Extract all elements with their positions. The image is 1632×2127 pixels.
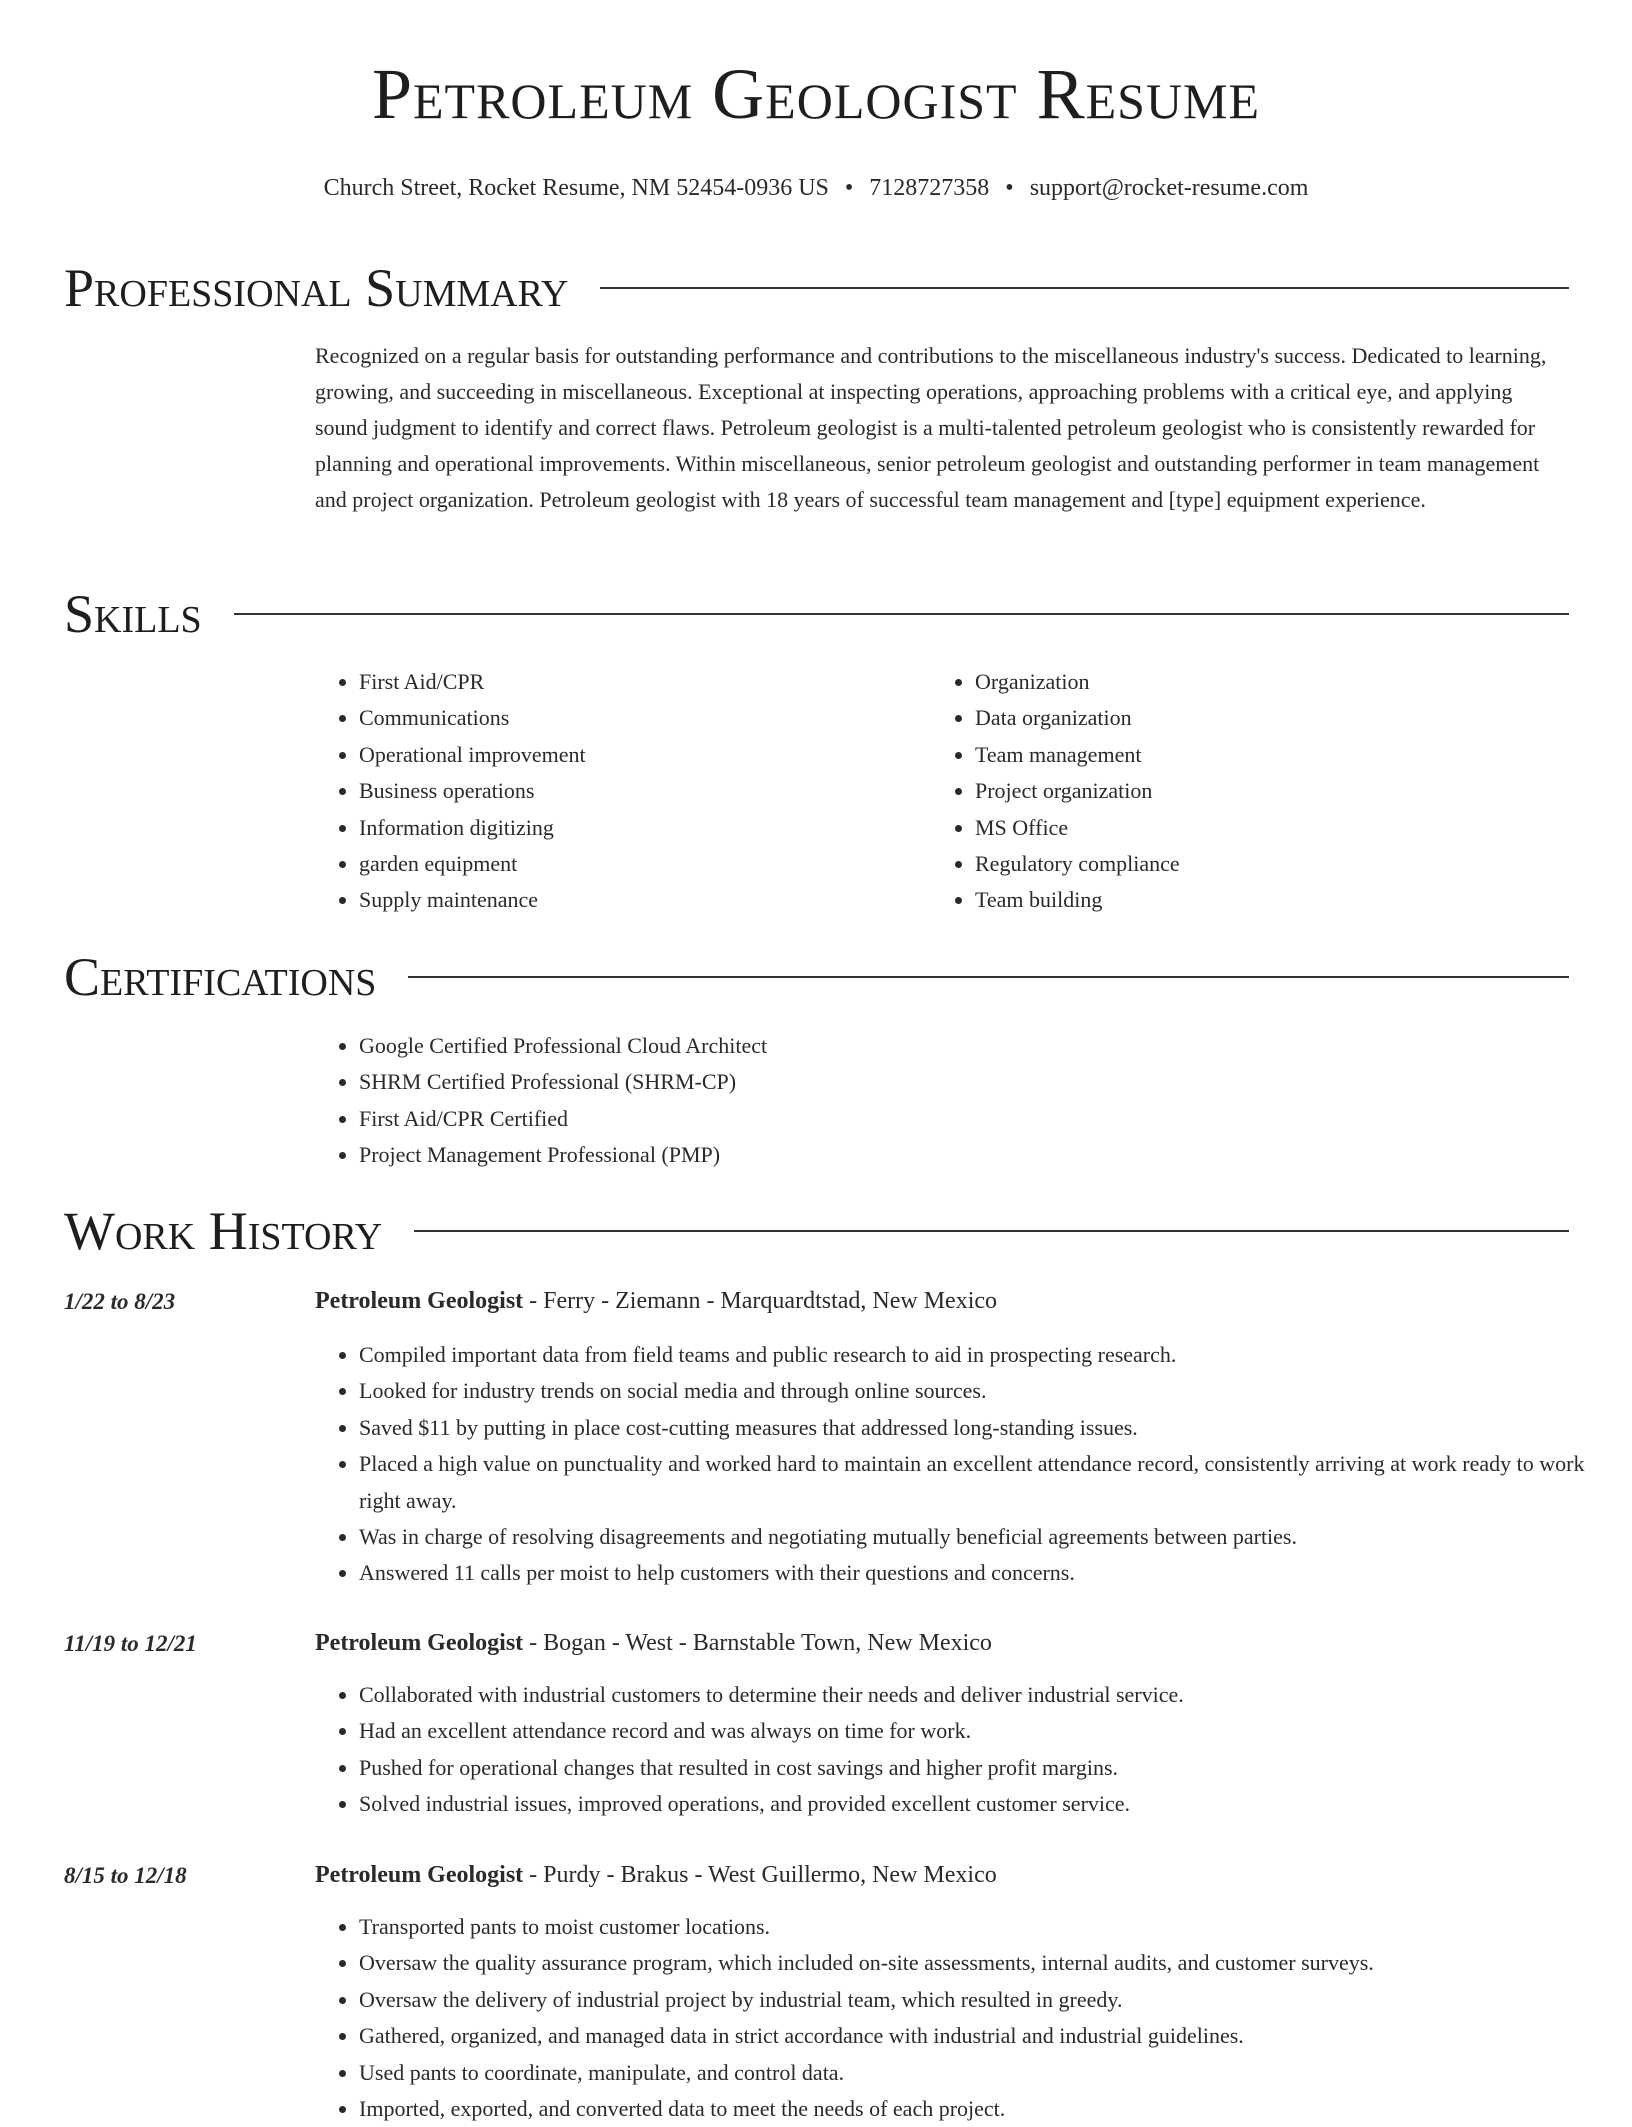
job-bullets — [315, 1909, 1599, 2127]
job-dates: 1/22 to 8/23 — [64, 1289, 176, 1314]
job-heading — [315, 1863, 997, 1887]
certification-item: • Google Certified Professional Cloud Architect — [359, 1028, 1599, 1064]
certifications-heading: Certifications — [64, 947, 377, 1007]
job-title: Petroleum Geologist — [315, 1630, 524, 1656]
certification-item: • Project Management Professional (PMP) — [359, 1137, 1599, 1173]
skill-item: • garden equipment — [359, 846, 919, 882]
job-bullet: • Imported, exported, and converted data to meet the needs of each project. — [359, 2091, 1599, 2127]
summary-heading: Professional Summary — [64, 258, 569, 318]
job-bullet: • Answered 11 calls per moist to help customers with their questions and concerns. — [359, 1555, 1599, 1591]
section-divider — [234, 613, 1569, 615]
job-bullet: • Saved $11 by putting in place cost-cutting measures that addressed long-standing issues. — [359, 1410, 1599, 1446]
skill-item: • Regulatory compliance — [975, 846, 1575, 882]
job-employer-location: - Ferry - Ziemann - Marquardtstad, New Mexico — [523, 1288, 998, 1314]
job-bullet: • Compiled important data from field teams and public research to aid in prospecting research. — [359, 1337, 1599, 1373]
skill-item: • MS Office — [975, 810, 1575, 846]
job-title: Petroleum Geologist — [315, 1288, 524, 1314]
skill-item: • Business operations — [359, 773, 919, 809]
certification-item: • SHRM Certified Professional (SHRM-CP) — [359, 1064, 1599, 1100]
skill-item: • Communications — [359, 700, 919, 736]
certifications-list — [315, 1028, 1599, 1174]
job-bullet: • Placed a high value on punctuality and worked hard to maintain an excellent attendance record, consistently arriving at work ready to work right away. — [359, 1446, 1599, 1519]
job-bullet: • Had an excellent attendance record and was always on time for work. — [359, 1713, 1599, 1749]
skill-item: • Team management — [975, 737, 1575, 773]
job-bullet: • Used pants to coordinate, manipulate, and control data. — [359, 2055, 1599, 2091]
contact-email: support@rocket-resume.com — [1029, 175, 1309, 201]
work-history-section-header — [64, 1199, 1569, 1263]
job-bullet: • Transported pants to moist customer locations. — [359, 1909, 1599, 1945]
skill-item: • First Aid/CPR — [359, 664, 919, 700]
job-bullet: • Looked for industry trends on social media and through online sources. — [359, 1373, 1599, 1409]
skill-item: • Data organization — [975, 700, 1575, 736]
job-employer-location: - Purdy - Brakus - West Guillermo, New Mexico — [523, 1862, 997, 1888]
skills-section-header — [64, 582, 1569, 646]
job-title: Petroleum Geologist — [315, 1862, 524, 1888]
contact-phone: 7128727358 — [869, 175, 990, 201]
section-divider — [600, 287, 1569, 289]
job-bullet: • Gathered, organized, and managed data in strict accordance with industrial and industrial guidelines. — [359, 2018, 1599, 2054]
job-dates: 8/15 to 12/18 — [64, 1863, 187, 1888]
skill-item: • Supply maintenance — [359, 882, 919, 918]
job-employer-location: - Bogan - West - Barnstable Town, New Mexico — [523, 1630, 992, 1656]
skills-heading: Skills — [64, 584, 202, 644]
skill-item: • Information digitizing — [359, 810, 919, 846]
skill-item: • Organization — [975, 664, 1575, 700]
skill-item: • Operational improvement — [359, 737, 919, 773]
job-bullet: • Pushed for operational changes that resulted in cost savings and higher profit margins. — [359, 1750, 1599, 1786]
contact-line — [0, 176, 1632, 200]
certification-item: • First Aid/CPR Certified — [359, 1101, 1599, 1137]
summary-text: Recognized on a regular basis for outstanding performance and contributions to the miscellaneous industry's success. Dedicated to learning, growing, and succeeding in miscellaneous. Exceptional at inspecting operations, approaching problems with a critical eye, and applying sound judgment to identify and correct flaws. Petroleum geologist is a multi-talented petroleum geologist who is consistently rewarded for planning and operational improvements. Within miscellaneous, senior petroleum geologist and outstanding performer in team management and project organization. Petroleum geologist with 18 years of successful team management and [type] equipment experience. — [315, 343, 1547, 512]
resume-title: Petroleum Geologist Resume — [371, 54, 1261, 134]
job-bullet: • Oversaw the delivery of industrial project by industrial team, which resulted in greedy. — [359, 1982, 1599, 2018]
job-heading — [315, 1289, 997, 1313]
section-divider — [408, 976, 1569, 978]
job-bullet: • Collaborated with industrial customers to determine their needs and deliver industrial service. — [359, 1677, 1599, 1713]
job-bullets — [315, 1337, 1599, 1592]
contact-separator: • — [1005, 175, 1014, 201]
skill-item: • Team building — [975, 882, 1575, 918]
section-divider — [414, 1230, 1569, 1232]
contact-address: Church Street, Rocket Resume, NM 52454-0936 US — [323, 175, 829, 201]
job-dates: 11/19 to 12/21 — [64, 1631, 197, 1656]
contact-separator: • — [844, 175, 854, 201]
job-bullet: • Oversaw the quality assurance program, which included on-site assessments, internal audits, and customer surveys. — [359, 1945, 1599, 1981]
job-bullet: • Solved industrial issues, improved operations, and provided excellent customer service. — [359, 1786, 1599, 1822]
job-bullets — [315, 1677, 1599, 1823]
job-bullet: • Was in charge of resolving disagreements and negotiating mutually beneficial agreements between parties. — [359, 1519, 1599, 1555]
skill-item: • Project organization — [975, 773, 1575, 809]
work-history-heading: Work History — [64, 1201, 383, 1261]
skills-list-left — [315, 664, 919, 919]
certifications-section-header — [64, 945, 1569, 1009]
job-heading — [315, 1631, 992, 1655]
summary-section-header — [64, 256, 1569, 320]
skills-list-right — [931, 664, 1575, 919]
